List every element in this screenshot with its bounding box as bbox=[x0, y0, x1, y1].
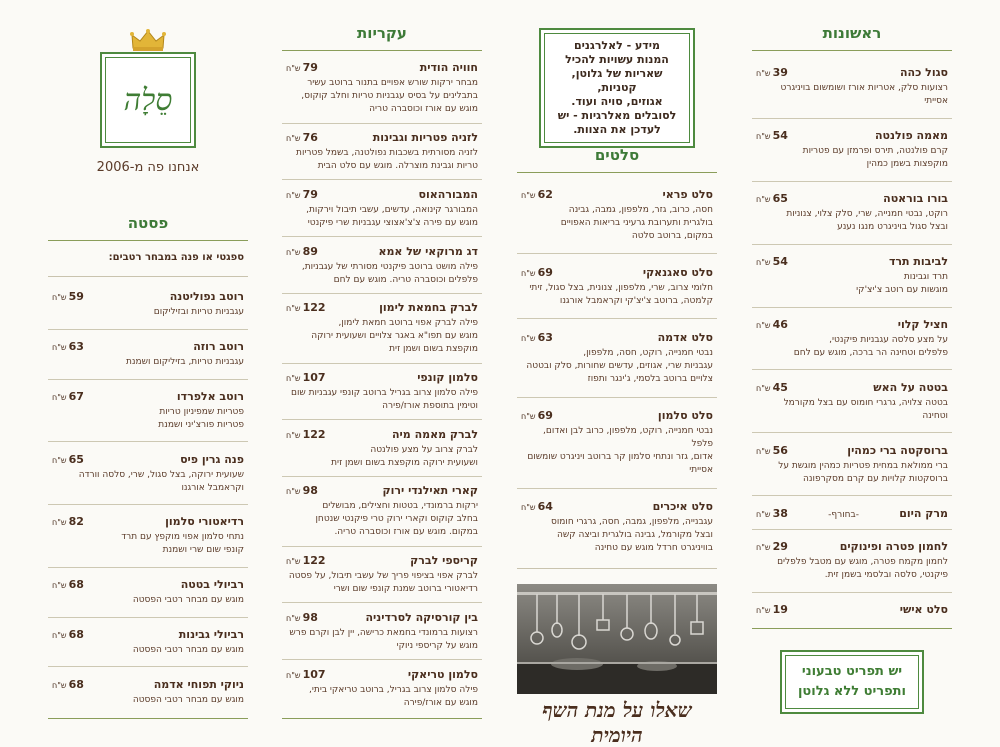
menu-item-name: סלט אדמה bbox=[657, 330, 713, 344]
menu-item bbox=[752, 182, 952, 245]
logo-text: סֵלָה bbox=[123, 82, 173, 118]
menu-item-price: 63ש"ח bbox=[521, 330, 553, 344]
menu-item-price: 79ש"ח bbox=[286, 187, 318, 201]
menu-item-price: 68ש"ח bbox=[52, 578, 84, 592]
logo bbox=[100, 52, 196, 148]
menu-item-description: חסה, כרוב, גזר, מלפפון, גמבה, גבינה בולגרית ותערובת גרעיני בריאות האפויים במקום, ברוטב סלטה bbox=[560, 204, 713, 241]
menu-item-name: סלט סלמון bbox=[657, 409, 713, 423]
menu-item-description: רצועות ברמונדי בחמאת כרישה, יין לבן וקרם פרש מוגש על קריספי ניוקי bbox=[289, 627, 478, 651]
section-title-salads: סלטים bbox=[594, 146, 640, 164]
menu-item bbox=[282, 420, 482, 477]
menu-item-description: מוגש עם מבחר רטבי הפסטה bbox=[132, 595, 244, 606]
menu-item bbox=[752, 56, 952, 119]
menu-item-price: 65ש"ח bbox=[756, 192, 788, 206]
menu-item-price: 68ש"ח bbox=[52, 677, 84, 691]
allergen-info-text: מידע - לאלרגנים המנות עשויות להכיל שאריות של גלוטן, קטניות, אגוזים, סויה ועוד. לסובלים מאלרגיות - יש לעדכן את הצוות. bbox=[544, 33, 690, 143]
menu-item-name: סגול כהה bbox=[900, 66, 948, 80]
menu-item-name: ניוקי תפוחי אדמה bbox=[153, 677, 244, 691]
menu-item-name: חוויה הודית bbox=[419, 61, 478, 75]
menu-item-description: נתחי סלמון אפוי מוקפץ עם תרד קונפי שום שרי ושמנת bbox=[121, 532, 244, 556]
menu-item bbox=[282, 660, 482, 716]
menu-item bbox=[282, 237, 482, 294]
menu-item-price: 29ש"ח bbox=[756, 540, 788, 554]
menu-item-description: שעועית ירוקה, בצל סגול, שרי, סלסה וורדה וקראמבל אורגנו bbox=[78, 469, 244, 493]
menu-item bbox=[517, 398, 717, 489]
menu-item-description: פילה סלמון צרוב בגריל, ברוטב טריאקי ביתי, מוגש עם אורז/פירה bbox=[309, 684, 478, 708]
menu-item-price: 89ש"ח bbox=[286, 244, 318, 258]
menu-item-description: בטטה צלויה, גרגרי חומוס עם בצל מקורמל וטחינה bbox=[783, 397, 948, 421]
menu-item-description: לברק אפוי בציפוי פריך של עשבי תיבול, על פסטה רדיאטורי ברוטב שמנת קונפי שום ושרי bbox=[288, 571, 478, 595]
menu-item bbox=[282, 547, 482, 604]
menu-item-name: לביבות תרד bbox=[888, 255, 948, 269]
section-title-starters: ראשונות bbox=[822, 24, 882, 42]
menu-item-description: פילה לברק אפוי ברוטב חמאת לימון, מוגש עם תפו"א באגר צלויים ושעועית ירוקה מוקפצת בשום ושמן זית bbox=[311, 318, 478, 355]
menu-item-name: רוטב רוזה bbox=[193, 340, 244, 354]
menu-item-name: בטטה על האש bbox=[873, 380, 948, 394]
menu-item-price: 62ש"ח bbox=[521, 187, 553, 201]
section-title-mains: עקריות bbox=[357, 24, 407, 42]
since-text: אנחנו פה מ-2006 bbox=[96, 160, 200, 175]
menu-item bbox=[752, 530, 952, 593]
menu-item-name: רביולי גבינות bbox=[178, 627, 244, 641]
menu-item-name: חציל קלוי bbox=[897, 317, 948, 331]
menu-item-price: 69ש"ח bbox=[521, 265, 553, 279]
menu-item-name: רוטב אלפרדו bbox=[176, 389, 244, 403]
menu-item-description: תרד וגבינות מוגשות עם רוטב צ'יצ'קי bbox=[856, 272, 948, 296]
menu-item bbox=[517, 319, 717, 397]
menu-item bbox=[282, 180, 482, 237]
menu-item bbox=[282, 477, 482, 547]
menu-item-name: לזניה פטריות וגבינות bbox=[372, 131, 478, 145]
menu-item-price: 45ש"ח bbox=[756, 380, 788, 394]
menu-item bbox=[752, 370, 952, 433]
menu-item-price: 122ש"ח bbox=[286, 427, 326, 441]
menu-item-price: 107ש"ח bbox=[286, 370, 326, 384]
menu-item-name: סלט פראי bbox=[662, 187, 713, 201]
menu-item-description: רוקט, נבטי חמנייה, שרי, סלק צלוי, צנוניות ובצל סגול בויניגרט מנגו נענע bbox=[786, 209, 948, 233]
menu-item-name: רביולי בטטה bbox=[180, 578, 244, 592]
menu-item bbox=[282, 124, 482, 181]
menu-item-price: 67ש"ח bbox=[52, 389, 84, 403]
menu-item-description: המבורגר קינואה, עדשים, עשבי תיבול וירקות, מוגש עם פירה צ'צ'אצוצי עגבניות שרי פיקנטי bbox=[306, 204, 478, 228]
menu-item-name: מרק היום bbox=[899, 506, 948, 520]
menu-item-name: סלט סאגנאקי bbox=[642, 265, 713, 279]
menu-item-description: עגבניות טריות, בזיליקום ושמנת bbox=[126, 357, 244, 368]
menu-item-description: לחמון מקמח פטרה, מוגש עם מטבל פלפלים פיקנטי, סלסה ובלסמי בשמן זית. bbox=[777, 557, 948, 581]
menu-item-name: לברק מאמה מיה bbox=[392, 427, 478, 441]
mains-list bbox=[282, 54, 482, 716]
menu-item-name: המבורהאוס bbox=[418, 187, 478, 201]
menu-item bbox=[282, 364, 482, 421]
menu-item-description: מוגש עם מבחר רטבי הפסטה bbox=[132, 644, 244, 655]
menu-item-price: 68ש"ח bbox=[52, 627, 84, 641]
pasta-subtitle: ספגטי או פנה במבחר רטבים: bbox=[108, 252, 244, 263]
menu-item-name: סלמון קונפי bbox=[417, 370, 478, 384]
menu-item-price: 46ש"ח bbox=[756, 317, 788, 331]
menu-item bbox=[752, 496, 952, 530]
allergen-info-box bbox=[539, 28, 695, 148]
menu-item-name: סלט איכרים bbox=[652, 500, 713, 514]
menu-item-price: 39ש"ח bbox=[756, 66, 788, 80]
menu-item-name: מאמה פולנטה bbox=[875, 129, 948, 143]
menu-item-price: 79ש"ח bbox=[286, 61, 318, 75]
menu-item bbox=[48, 505, 248, 568]
menu-item-price: 65ש"ח bbox=[52, 452, 84, 466]
menu-item-price: 54ש"ח bbox=[756, 255, 788, 269]
menu-item-description: פילה מושט ברוטב פיקנטי מסורתי של עגבניות, פלפלים וכוסברה טריה. מוגש עם לחם bbox=[301, 261, 478, 285]
menu-item-description: נבטי חמנייה, רוקט, מלפפון, כרוב לבן ואדום, פלפל אדום, גזר ונתחי סלמון קר ברוטב ויניגרט שומשום אסייתי bbox=[527, 426, 713, 476]
menu-item-name: רוטב נפוליטנה bbox=[169, 290, 244, 304]
starters-list bbox=[752, 56, 952, 626]
menu-item-description: רצועות סלק, אטריות אורז ושומשום בויניגרט אסייתי bbox=[780, 83, 948, 107]
menu-item-description: חלומי צרוב, שרי, מלפפון, צנונית, בצל סגול, זיתי קלמטה, ברוטב צ'יצ'קי וקראמבל אורגנו bbox=[529, 282, 713, 306]
menu-item-name: קריספי לברק bbox=[410, 554, 478, 568]
menu-item-price: 98ש"ח bbox=[286, 610, 318, 624]
menu-item-price: 59ש"ח bbox=[52, 290, 84, 304]
menu-item-name: סלמון טריאקי bbox=[407, 667, 478, 681]
menu-item-description: ברי ממולאת במחית פטריות כמהין מוגשת על ברוסקטות קלויות עם קרם מסקרפונה bbox=[778, 460, 948, 484]
menu-item-description: מוגש עם מבחר רטבי הפסטה bbox=[132, 694, 244, 705]
vegan-glutenfree-box bbox=[780, 650, 924, 714]
menu-item-name: פנה גרין פיס bbox=[180, 452, 244, 466]
menu-item-price: 98ש"ח bbox=[286, 484, 318, 498]
vegan-glutenfree-text: יש תפריט טבעוני ותפריט ללא גלוטן bbox=[785, 655, 919, 709]
menu-item-price: 56ש"ח bbox=[756, 443, 788, 457]
menu-item bbox=[282, 294, 482, 364]
menu-item-description: על מצע סלסה עגבניות פיקנטי, פלפלים וטחינה הר ברכה, מוגש עם לחם bbox=[793, 334, 948, 358]
menu-item-name: רדיאטורי סלמון bbox=[165, 515, 244, 529]
menu-item-name: דג מרוקאי של אמא bbox=[378, 244, 478, 258]
menu-item-description: ירקות ברמונדי, בטטות וחצילים, מבושלים בחלב קוקוס וקארי ירוק טרי פיקנטי שנטחן במקום. מוגש עם אורז וכוסברה טריה. bbox=[315, 501, 478, 538]
menu-item bbox=[752, 245, 952, 308]
menu-item-description: עגבנייה, מלפפון, גמבה, חסה, גרגרי חומוס ובצל מקורמל, גבינה בולגרית וביצה קשה בוויניגרט חרדל מוגש עם טחינה bbox=[550, 517, 713, 554]
menu-item-description: פילה סלמון צרוב בגריל ברוטב קונפי עגבניות שום וטימין בתוספת אורז/פירה bbox=[290, 387, 478, 411]
pasta-list bbox=[48, 280, 248, 716]
menu-item-name: סלט אישי bbox=[899, 603, 948, 617]
menu-item bbox=[48, 667, 248, 716]
menu-item bbox=[282, 54, 482, 124]
menu-item bbox=[517, 254, 717, 319]
menu-item bbox=[752, 593, 952, 626]
menu-item bbox=[48, 380, 248, 443]
kitchen-photo bbox=[517, 584, 717, 694]
crown-icon bbox=[130, 28, 166, 52]
menu-item bbox=[752, 119, 952, 182]
section-title-pasta: פסטה bbox=[127, 214, 169, 232]
menu-item-name: לחמון פטרה ופינוקים bbox=[839, 540, 948, 554]
menu-item-price: 63ש"ח bbox=[52, 340, 84, 354]
menu-item-description: נבטי חמנייה, רוקט, חסה, מלפפון, עגבניות שרי, אגוזים, עדשים שחורות, סלק ובטטה צלויים ברוטב בלסמי, ג'ינגר ותפוז bbox=[526, 347, 713, 384]
menu-item-name: לברק בחמאת לימון bbox=[379, 301, 478, 315]
menu-item-name: בורו בוראטה bbox=[883, 192, 948, 206]
menu-item-price: 64ש"ח bbox=[521, 500, 553, 514]
menu-item bbox=[517, 489, 717, 566]
menu-item bbox=[752, 433, 952, 496]
menu-item bbox=[752, 308, 952, 371]
menu-item bbox=[48, 280, 248, 330]
menu-item-price: 122ש"ח bbox=[286, 554, 326, 568]
menu-item bbox=[517, 176, 717, 254]
menu-item-name: בין קורסיקה לסרדיניה bbox=[365, 610, 478, 624]
menu-item-description: עגבניות טריות ובזיליקום bbox=[153, 307, 244, 318]
menu-item-description: קרם פולנטה, תירס ופרמזן עם פטריות מוקפצות בשמן כמהין bbox=[802, 146, 948, 170]
menu-item-price: 122ש"ח bbox=[286, 301, 326, 315]
menu-item-description: פטריות שמפיניון טריות פטריות פורצ'יני ושמנת bbox=[158, 406, 244, 430]
salads-list bbox=[517, 176, 717, 566]
menu-item bbox=[48, 442, 248, 505]
menu-item-price: 82ש"ח bbox=[52, 515, 84, 529]
menu-item bbox=[48, 330, 248, 380]
menu-item-price: 76ש"ח bbox=[286, 131, 318, 145]
menu-item-price: 69ש"ח bbox=[521, 409, 553, 423]
menu-item-note: -בחורף- bbox=[828, 509, 860, 520]
menu-item-description: מבחר ירקות שורש אפויים בתנור ברוטב עשיר בתבלינים על בסיס עגבניות טריות וחלב קוקוס, מוגש עם אורז וכוסברה טריה bbox=[301, 78, 478, 115]
menu-item bbox=[48, 568, 248, 618]
menu-item-description: לזניה מסורתית בשכבות נפולטנה, בשמל פטריות טריות וגבינת מוצרלה. מוגש עם סלט הבית bbox=[296, 148, 478, 172]
menu-item-price: 107ש"ח bbox=[286, 667, 326, 681]
menu-item-name: ברוסקטה ברי כמהין bbox=[847, 443, 948, 457]
menu-item-price: 19ש"ח bbox=[756, 603, 788, 617]
menu-item bbox=[282, 603, 482, 660]
menu-item-price: 54ש"ח bbox=[756, 129, 788, 143]
chef-daily-tagline: שאלו על מנת השף היומית bbox=[542, 698, 692, 747]
menu-item-name: קארי תאילנדי ירוק bbox=[382, 484, 478, 498]
menu-item-description: לברק צרוב על מצע פולנטה ושעועית ירוקה מוקפצת בשום ושמן זית bbox=[331, 444, 478, 468]
menu-item-price: 38ש"ח bbox=[756, 506, 788, 520]
menu-item bbox=[48, 618, 248, 668]
